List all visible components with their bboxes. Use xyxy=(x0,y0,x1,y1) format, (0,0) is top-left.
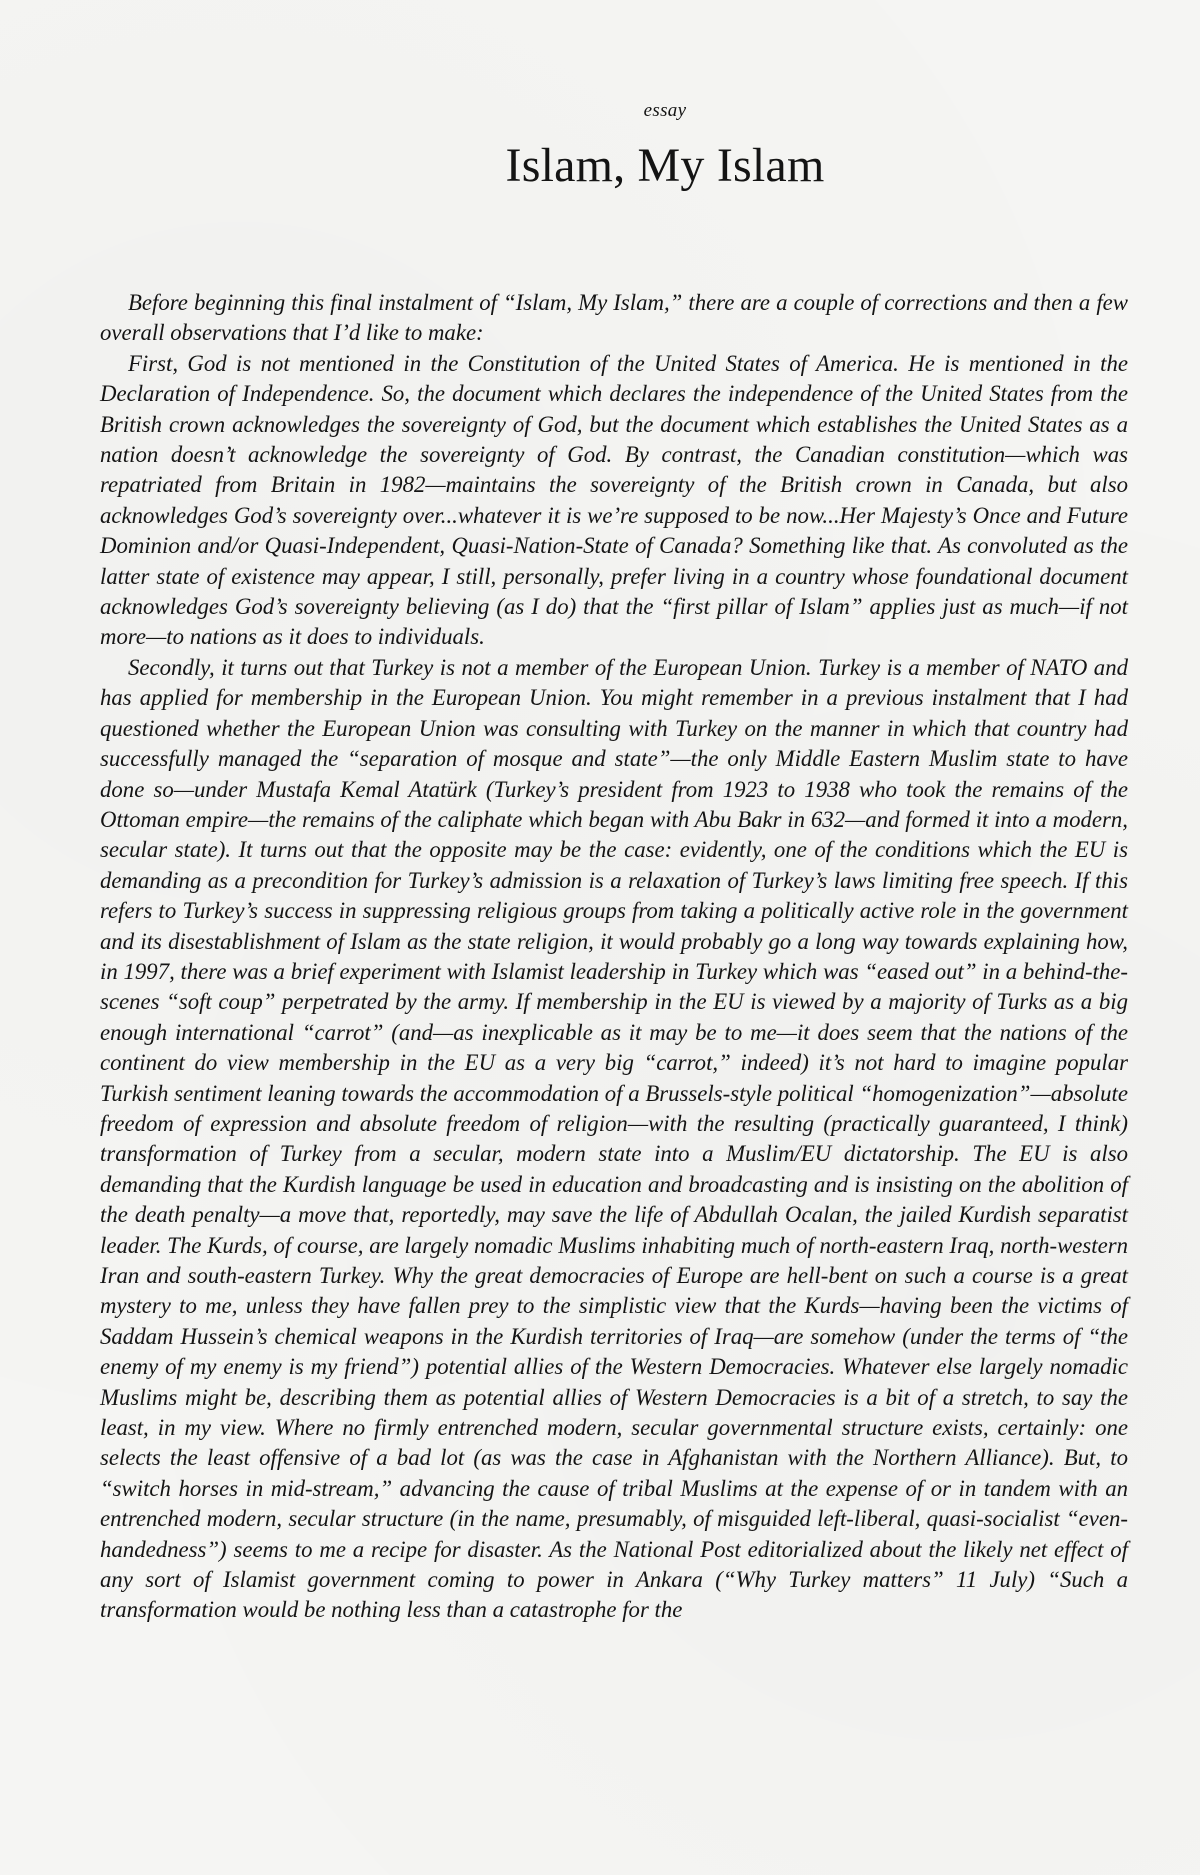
paragraph-second-correction: Secondly, it turns out that Turkey is not a member of the European Union. Turkey is a member of NATO and has applied for membership in the European Union. You might remember in a previous instalment that I had questioned whether the European Union was consulting with Turkey on the manner in which that country had successfully managed the “separation of mosque and state”—the only Middle Eastern Muslim state to have done so—under Mustafa Kemal Atatürk (Turkey’s president from 1923 to 1938 who took the remains of the Ottoman empire—the remains of the caliphate which began with Abu Bakr in 632—and formed it into a modern, secular state). It turns out that the opposite may be the case: evidently, one of the conditions which the EU is demanding as a precondition for Turkey’s admission is a relaxation of Turkey’s laws limiting free speech. If this refers to Turkey’s success in suppressing religious groups from taking a politically active role in the government and its disestablishment of Islam as the state religion, it would probably go a long way towards explaining how, in 1997, there was a brief experiment with Islamist leadership in Turkey which was “eased out” in a behind-the-scenes “soft coup” perpetrated by the army. If membership in the EU is viewed by a majority of Turks as a big enough international “carrot” (and—as inexplicable as it may be to me—it does seem that the nations of the continent do view membership in the EU as a very big “carrot,” indeed) it’s not hard to imagine popular Turkish sentiment leaning towards the accommodation of a Brussels-style political “homogenization”—absolute freedom of expression and absolute freedom of religion—with the resulting (practically guaranteed, I think) transformation of Turkey from a secular, modern state into a Muslim/EU dictatorship. The EU is also demanding that the Kurdish language be used in education and broadcasting and is insisting on the abolition of the death penalty—a move that, reportedly, may save the life of Abdullah Ocalan, the jailed Kurdish separatist leader. The Kurds, of course, are largely nomadic Muslims inhabiting much of north-eastern Iraq, north-western Iran and south-eastern Turkey. Why the great democracies of Europe are hell-bent on such a course is a great mystery to me, unless they have fallen prey to the simplistic view that the Kurds—having been the victims of Saddam Hussein’s chemical weapons in the Kurdish territories of Iraq—are somehow (under the terms of “the enemy of my enemy is my friend”) potential allies of the Western Democracies. Whatever else largely nomadic Muslims might be, describing them as potential allies of Western Democracies is a bit of a stretch, to say the least, in my view. Where no firmly entrenched modern, secular governmental structure exists, certainly: one selects the least offensive of a bad lot (as was the case in Afghanistan with the Northern Alliance). But, to “switch horses in mid-stream,” advancing the cause of tribal Muslims at the expense of or in tandem with an entrenched modern, secular structure (in the name, presumably, of misguided left-liberal, quasi-socialist “even-handedness”) seems to me a recipe for disaster. As the National Post editorialized about the likely net effect of any sort of Islamist government coming to power in Ankara (“Why Turkey matters” 11 July) “Such a transformation would be nothing less than a catastrophe for the xyxy=(100,654,1128,1623)
paragraph-first-correction: First, God is not mentioned in the Constitution of the United States of America. He is mentioned in the Declaration of Independence. So, the document which declares the independence of the United States from the British crown acknowledges the sovereignty of God, but the document which establishes the United States as a nation doesn’t acknowledge the sovereignty of God. By contrast, the Canadian constitution—which was repatriated from Britain in 1982—maintains the sovereignty of the British crown in Canada, but also acknowledges God’s sovereignty over...whatever it is we’re supposed to be now...Her Majesty’s Once and Future Dominion and/or Quasi-Independent, Quasi-Nation-State of Canada? Something like that. As convoluted as the latter state of existence may appear, I still, personally, prefer living in a country whose foundational document acknowledges God’s sovereignty believing (as I do) that the “first pillar of Islam” applies just as much—if not more—to nations as it does to individuals. xyxy=(100,350,1128,650)
paragraph-intro: Before beginning this final instalment of “Islam, My Islam,” there are a couple of corrections and then a few overall observations that I’d like to make: xyxy=(100,290,1128,346)
article-body xyxy=(100,288,1128,1626)
section-label: essay xyxy=(643,100,687,121)
article-title: Islam, My Islam xyxy=(505,139,825,192)
